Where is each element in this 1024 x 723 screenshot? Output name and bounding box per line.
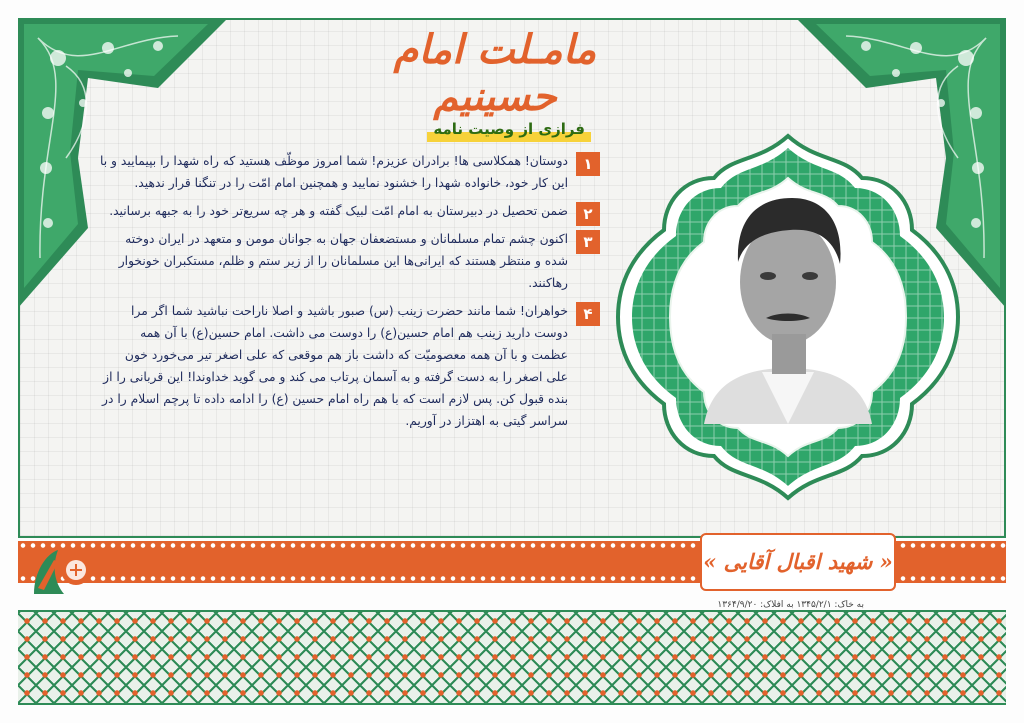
point-text: ضمن تحصیل در دبیرستان به امام امّت لبیک گفته و هر چه سریع‌تر خود را به جبهه برسانید. <box>109 204 568 218</box>
organization-logo <box>24 544 94 604</box>
point-number: ۳ <box>576 230 600 254</box>
point-text: اکنون چشم تمام مسلمانان و مستضعفان جهان به جوانان مومن و متعهد در ایران دوخته شده و منتظر هستند که ایرانی‌ها این مسلمانان را از زیر ستم و ظلم، مستکبران خونخوار رها‌کنند. <box>118 232 568 290</box>
page-title: مامـلت امام حسینیم <box>393 26 597 120</box>
point-number: ۲ <box>576 202 600 226</box>
martyr-dates: به خاک: ۱۳۴۵/۲/۱ به افلاک: ۱۳۶۴/۹/۲۰ <box>717 600 864 610</box>
testament-point <box>100 300 600 432</box>
point-text: دوستان! همکلاسی ها! برادران عزیزم! شما امروز موظّف هستید که راه شهدا را بپیمایید و با این کار خود، خانواده شهدا را خشنود نمایید و همچنین امام امّت را در تنگنا قرار ندهید. <box>99 154 568 190</box>
martyr-name: « شهید اقبال آقایی » <box>703 549 893 574</box>
martyr-name-plate <box>700 533 896 591</box>
point-text: خواهران! شما مانند حضرت زینب (س) صبور باشید و اصلا ناراحت نباشید شما اگر مرا دوست دارید زینب هم امام حسین(ع) را دوست می داشت. امام حسین(ع) با آن همه عظمت و با آن همه معصومیّت که داشت باز هم موقعی که علی اصغر تیر می‌خورد خون علی اصغر را به دست گرفته و به آسمان پرتاب می کند و می گوید خداوندا! این قربانی را از بنده قبول کن. پس لازم است که با هم راه امام حسین (ع) را ادامه داده تا پرچم اسلام را در سراسر گیتی به اهتزاز در آوریم. <box>102 304 568 428</box>
testament-point <box>100 150 600 194</box>
testament-point <box>100 200 600 222</box>
subtitle: فرازی از وصیت نامه <box>427 120 591 142</box>
testament-points <box>100 150 600 438</box>
point-number: ۱ <box>576 152 600 176</box>
testament-point <box>100 228 600 294</box>
decorative-pattern-band <box>18 610 1006 705</box>
portrait-frame <box>612 132 964 502</box>
point-number: ۴ <box>576 302 600 326</box>
